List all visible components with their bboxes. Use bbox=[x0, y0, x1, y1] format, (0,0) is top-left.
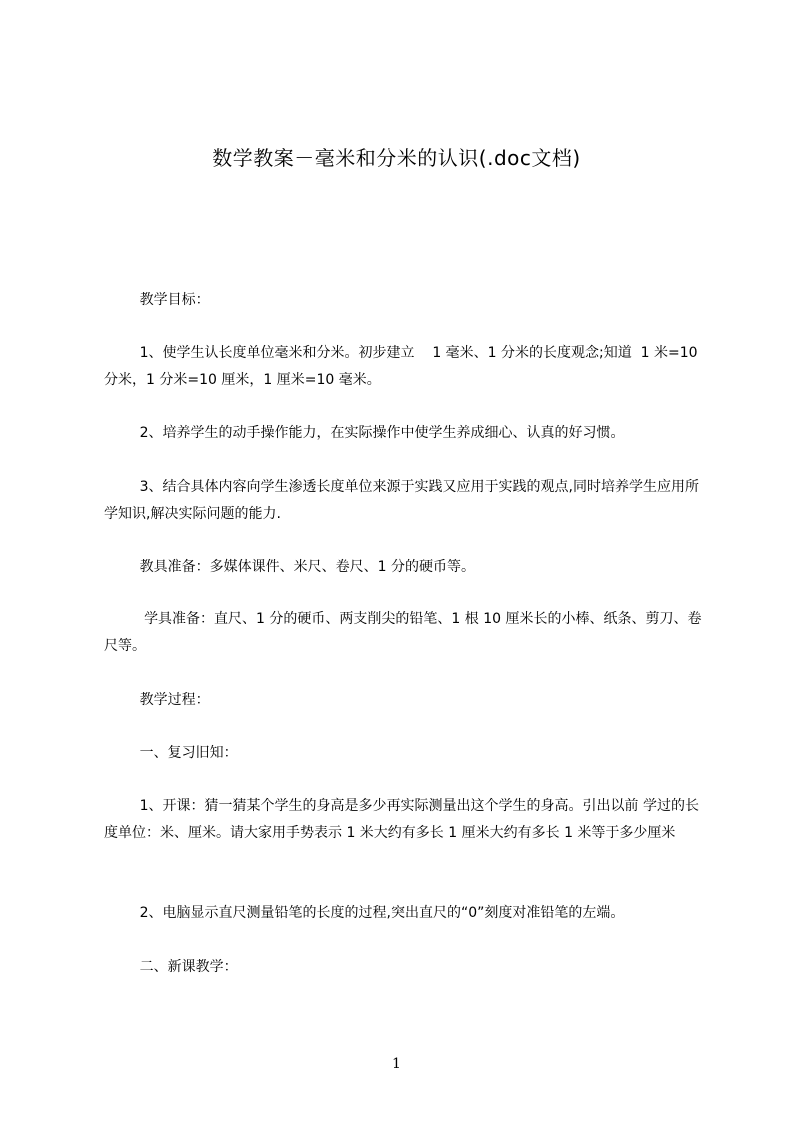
page-number: 1 bbox=[392, 1056, 401, 1072]
paragraph-new-lesson-heading: 二、新课教学： bbox=[104, 959, 238, 975]
paragraph-goal-1: 1、使学生认长度单位毫米和分米。初步建立 1 毫米、1 分米的长度观念;知道 1 米=10 分米，1 分米=10 厘米，1 厘米=10 毫米。 bbox=[104, 345, 703, 388]
paragraph-process-heading: 教学过程： bbox=[104, 692, 210, 708]
paragraph-student-aids: 学具准备：直尺、1 分的硬币、两支削尖的铅笔、1 根 10 厘米长的小棒、纸条、剪刀、卷尺等。 bbox=[104, 611, 702, 654]
paragraph-goal-2: 2、培养学生的动手操作能力，在实际操作中使学生养成细心、认真的好习惯。 bbox=[104, 425, 625, 441]
paragraph-review-1: 1、开课：猜一猜某个学生的身高是多少再实际测量出这个学生的身高。引出以前 学过的长度单位：米、厘米。请大家用手势表示 1 米大约有多长 1 厘米大约有多长 1 米等于多少厘米 bbox=[104, 798, 699, 841]
paragraph-review-2: 2、电脑显示直尺测量铅笔的长度的过程,突出直尺的“0”刻度对准铅笔的左端。 bbox=[104, 905, 625, 921]
paragraph-review-heading: 一、复习旧知： bbox=[104, 745, 238, 761]
paragraph-goal-3: 3、结合具体内容向学生渗透长度单位来源于实践又应用于实践的观点,同时培养学生应用所学知识,解决实际问题的能力. bbox=[104, 479, 699, 522]
document-title: 数学教案－毫米和分米的认识(.doc文档) bbox=[212, 146, 581, 170]
paragraph-teaching-goals-heading: 教学目标： bbox=[104, 292, 210, 308]
paragraph-teaching-aids: 教具准备：多媒体课件、米尺、卷尺、1 分的硬币等。 bbox=[104, 559, 475, 575]
